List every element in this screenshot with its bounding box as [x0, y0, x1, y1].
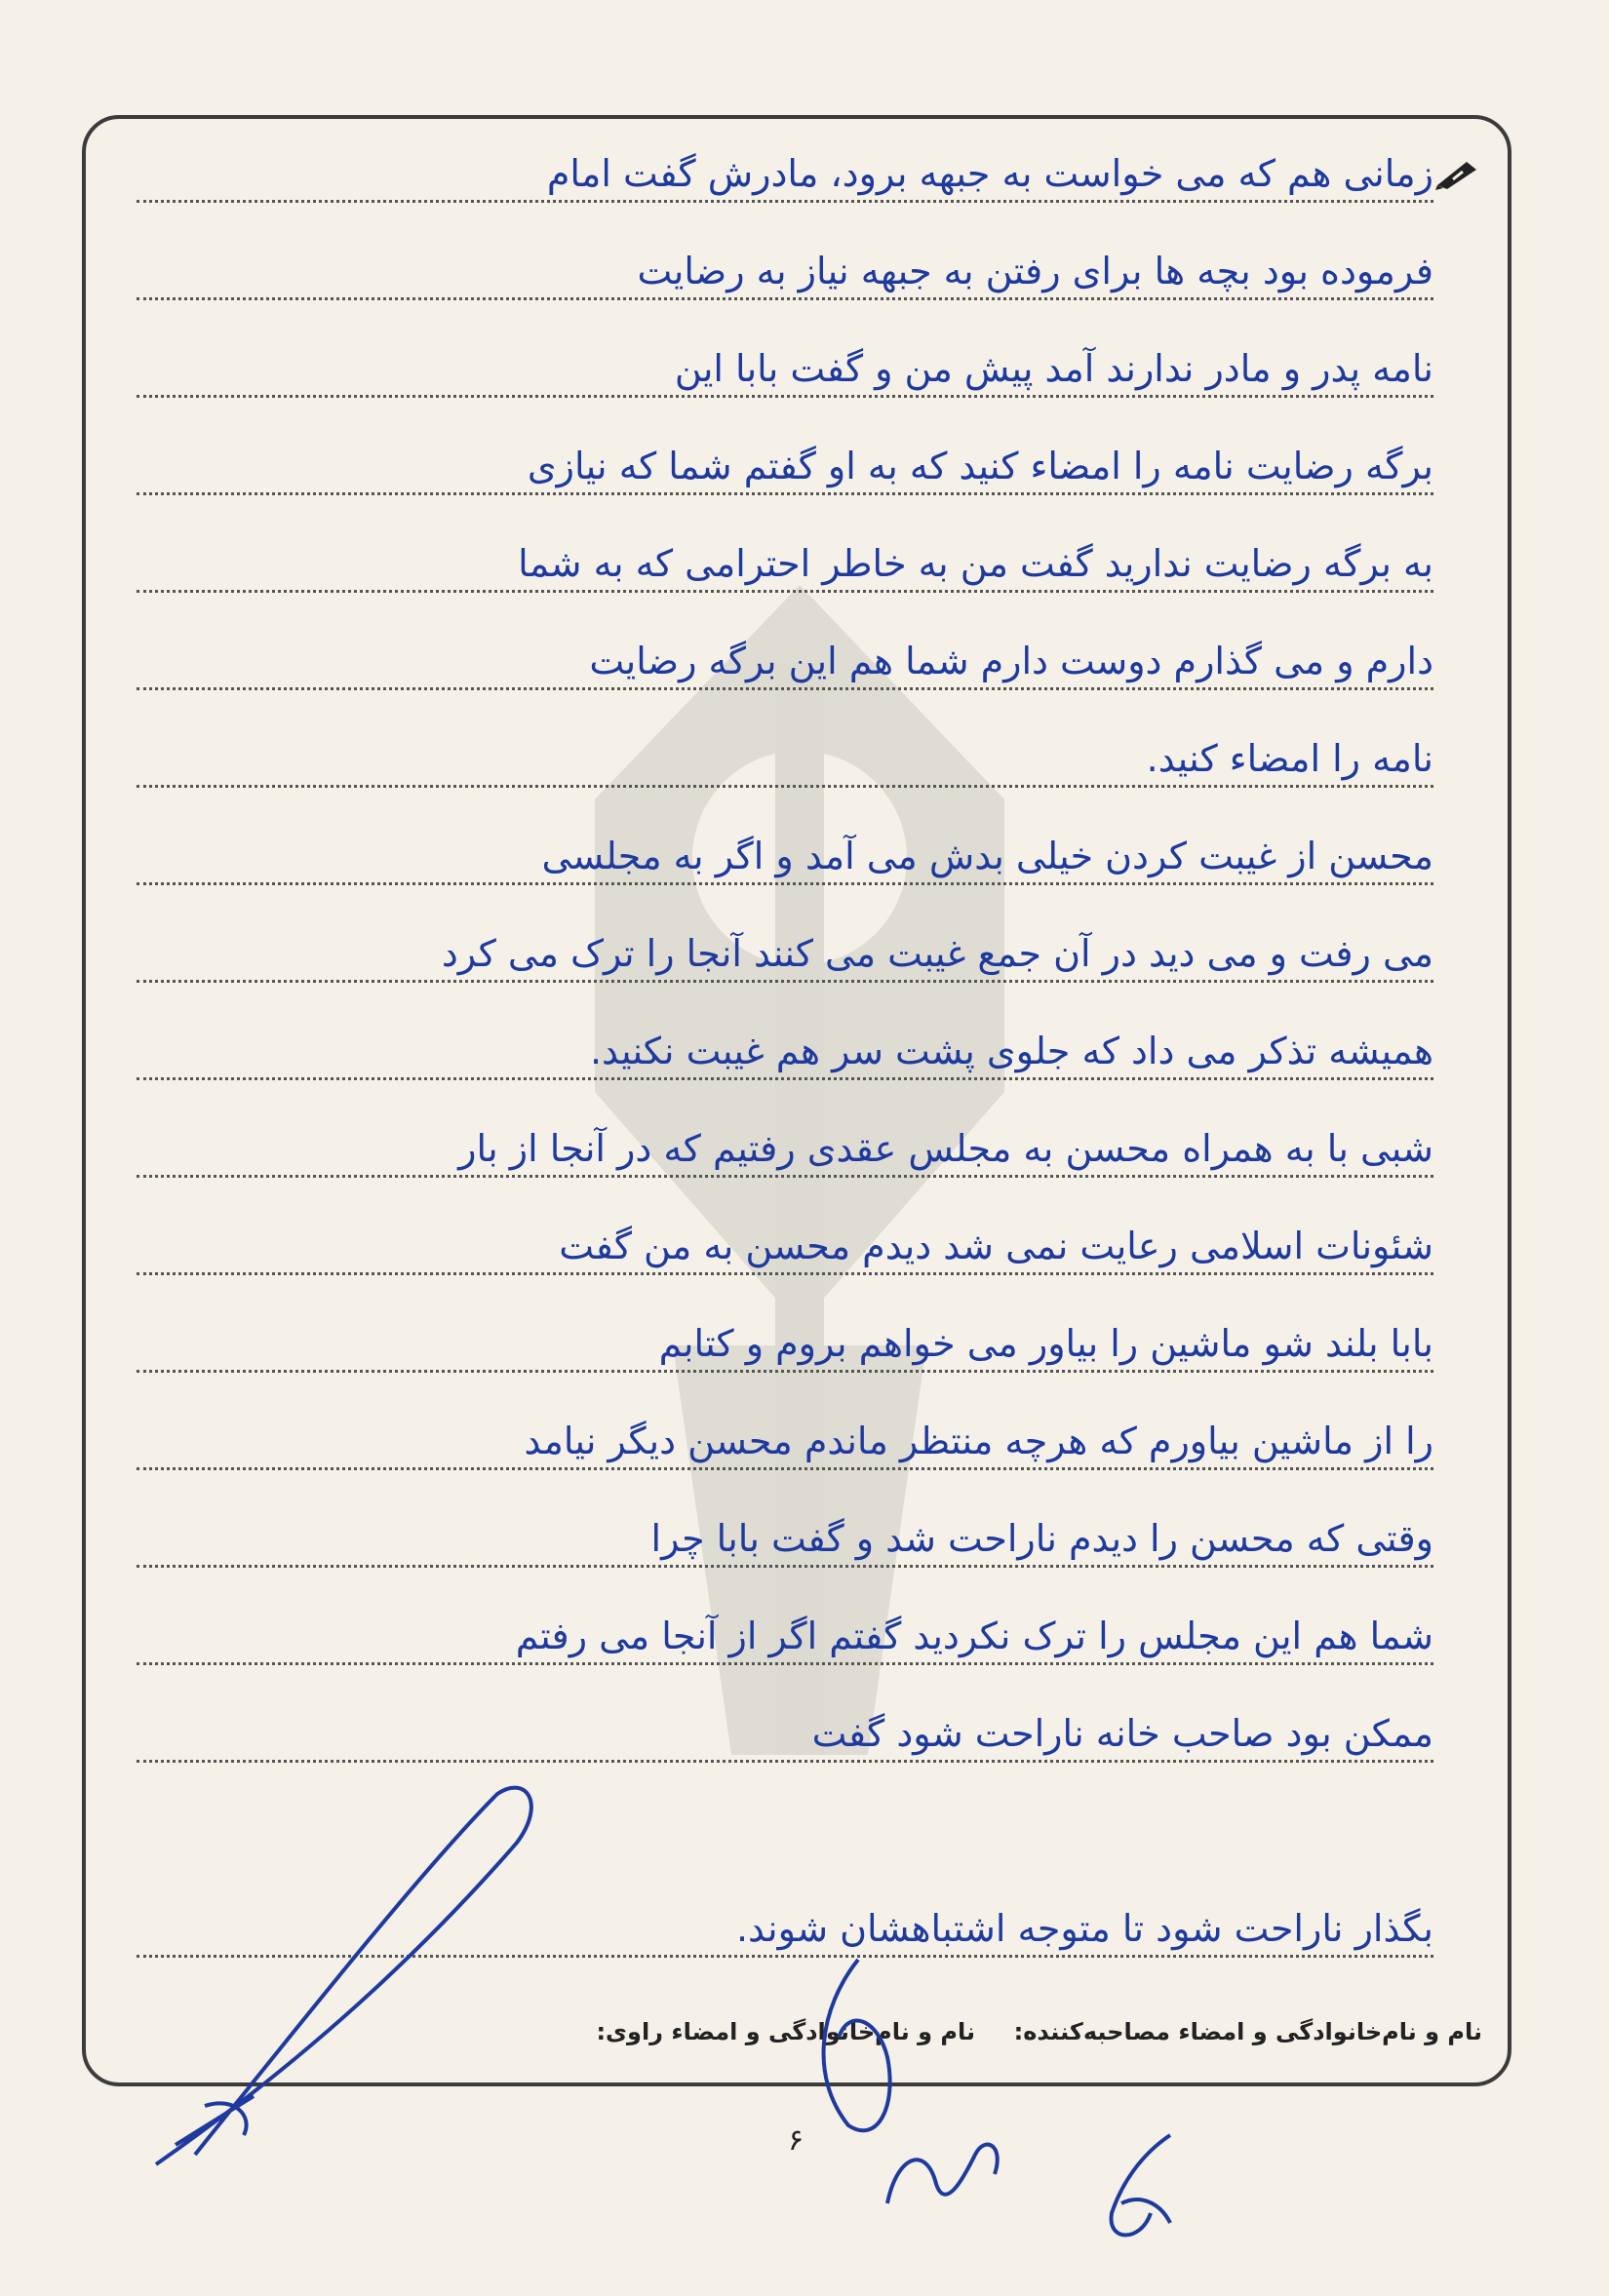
line-text: می رفت و می دید در آن جمع غیبت می کنند آنجا را ترک می کرد: [441, 932, 1433, 975]
handwritten-line: [137, 1306, 1433, 1381]
line-text: برگه رضایت نامه را امضاء کنید که به او گفتم شما که نیازی: [527, 445, 1433, 487]
handwritten-line: [137, 721, 1433, 796]
narrator-signature-label: نام و نام‌خانوادگی و امضاء راوی:: [596, 2018, 975, 2045]
name-signature-2: [1082, 2125, 1190, 2252]
handwritten-line: [137, 331, 1433, 406]
line-text: شبی با به همراه محسن به مجلس عقدی رفتیم که در آنجا از بار: [458, 1127, 1433, 1170]
line-text: نامه پدر و مادر ندارند آمد پیش من و گفت بابا این: [674, 347, 1433, 390]
line-text: دارم و می گذارم دوست دارم شما هم این برگه رضایت: [589, 640, 1433, 682]
handwritten-line: [137, 916, 1433, 991]
handwritten-line: [137, 1014, 1433, 1088]
line-text: زمانی هم که می خواست به جبهه برود، مادرش گفت امام: [546, 152, 1433, 195]
handwritten-line: [137, 429, 1433, 503]
handwritten-line: [137, 1696, 1433, 1771]
handwritten-line: [137, 136, 1433, 211]
line-text: شئونات اسلامی رعایت نمی شد دیدم محسن به من گفت: [559, 1225, 1433, 1267]
narrator-signature: [137, 1774, 556, 2184]
line-text: بگذار ناراحت شود تا متوجه اشتباهشان شوند.: [735, 1907, 1433, 1950]
line-text: بابا بلند شو ماشین را بیاور می خواهم بروم و کتابم: [658, 1322, 1433, 1365]
line-text: محسن از غیبت کردن خیلی بدش می آمد و اگر به مجلسی: [541, 835, 1433, 877]
line-text: فرموده بود بچه ها برای رفتن به جبهه نیاز به رضایت: [637, 250, 1433, 292]
line-text: نامه را امضاء کنید.: [1146, 737, 1433, 780]
line-text: وقتی که محسن را دیدم ناراحت شد و گفت بابا چرا: [650, 1517, 1433, 1560]
handwritten-line: [137, 624, 1433, 698]
line-text: شما هم این مجلس را ترک نکردید گفتم اگر از آنجا می رفتم: [515, 1615, 1433, 1657]
handwritten-line: [137, 1501, 1433, 1576]
handwritten-line: [137, 234, 1433, 308]
handwritten-line: [137, 1111, 1433, 1186]
name-signature-1: [878, 2116, 1014, 2223]
line-text: همیشه تذکر می داد که جلوی پشت سر هم غیبت نکنید.: [589, 1030, 1433, 1072]
handwritten-line: [137, 526, 1433, 601]
page-number: ۶: [788, 2123, 804, 2158]
interviewer-signature-label: نام و نام‌خانوادگی و امضاء مصاحبه‌کننده:: [1013, 2018, 1482, 2045]
handwritten-line: [137, 1599, 1433, 1673]
pen-icon: [1433, 156, 1480, 191]
handwritten-line: [137, 1404, 1433, 1478]
line-text: را از ماشین بیاورم که هرچه منتظر ماندم محسن دیگر نیامد: [524, 1420, 1433, 1462]
line-text: به برگه رضایت ندارید گفت من به خاطر احترامی که به شما: [518, 542, 1433, 585]
handwritten-line: [137, 819, 1433, 893]
handwritten-line: [137, 1209, 1433, 1283]
line-text: ممکن بود صاحب خانه ناراحت شود گفت: [811, 1712, 1433, 1755]
